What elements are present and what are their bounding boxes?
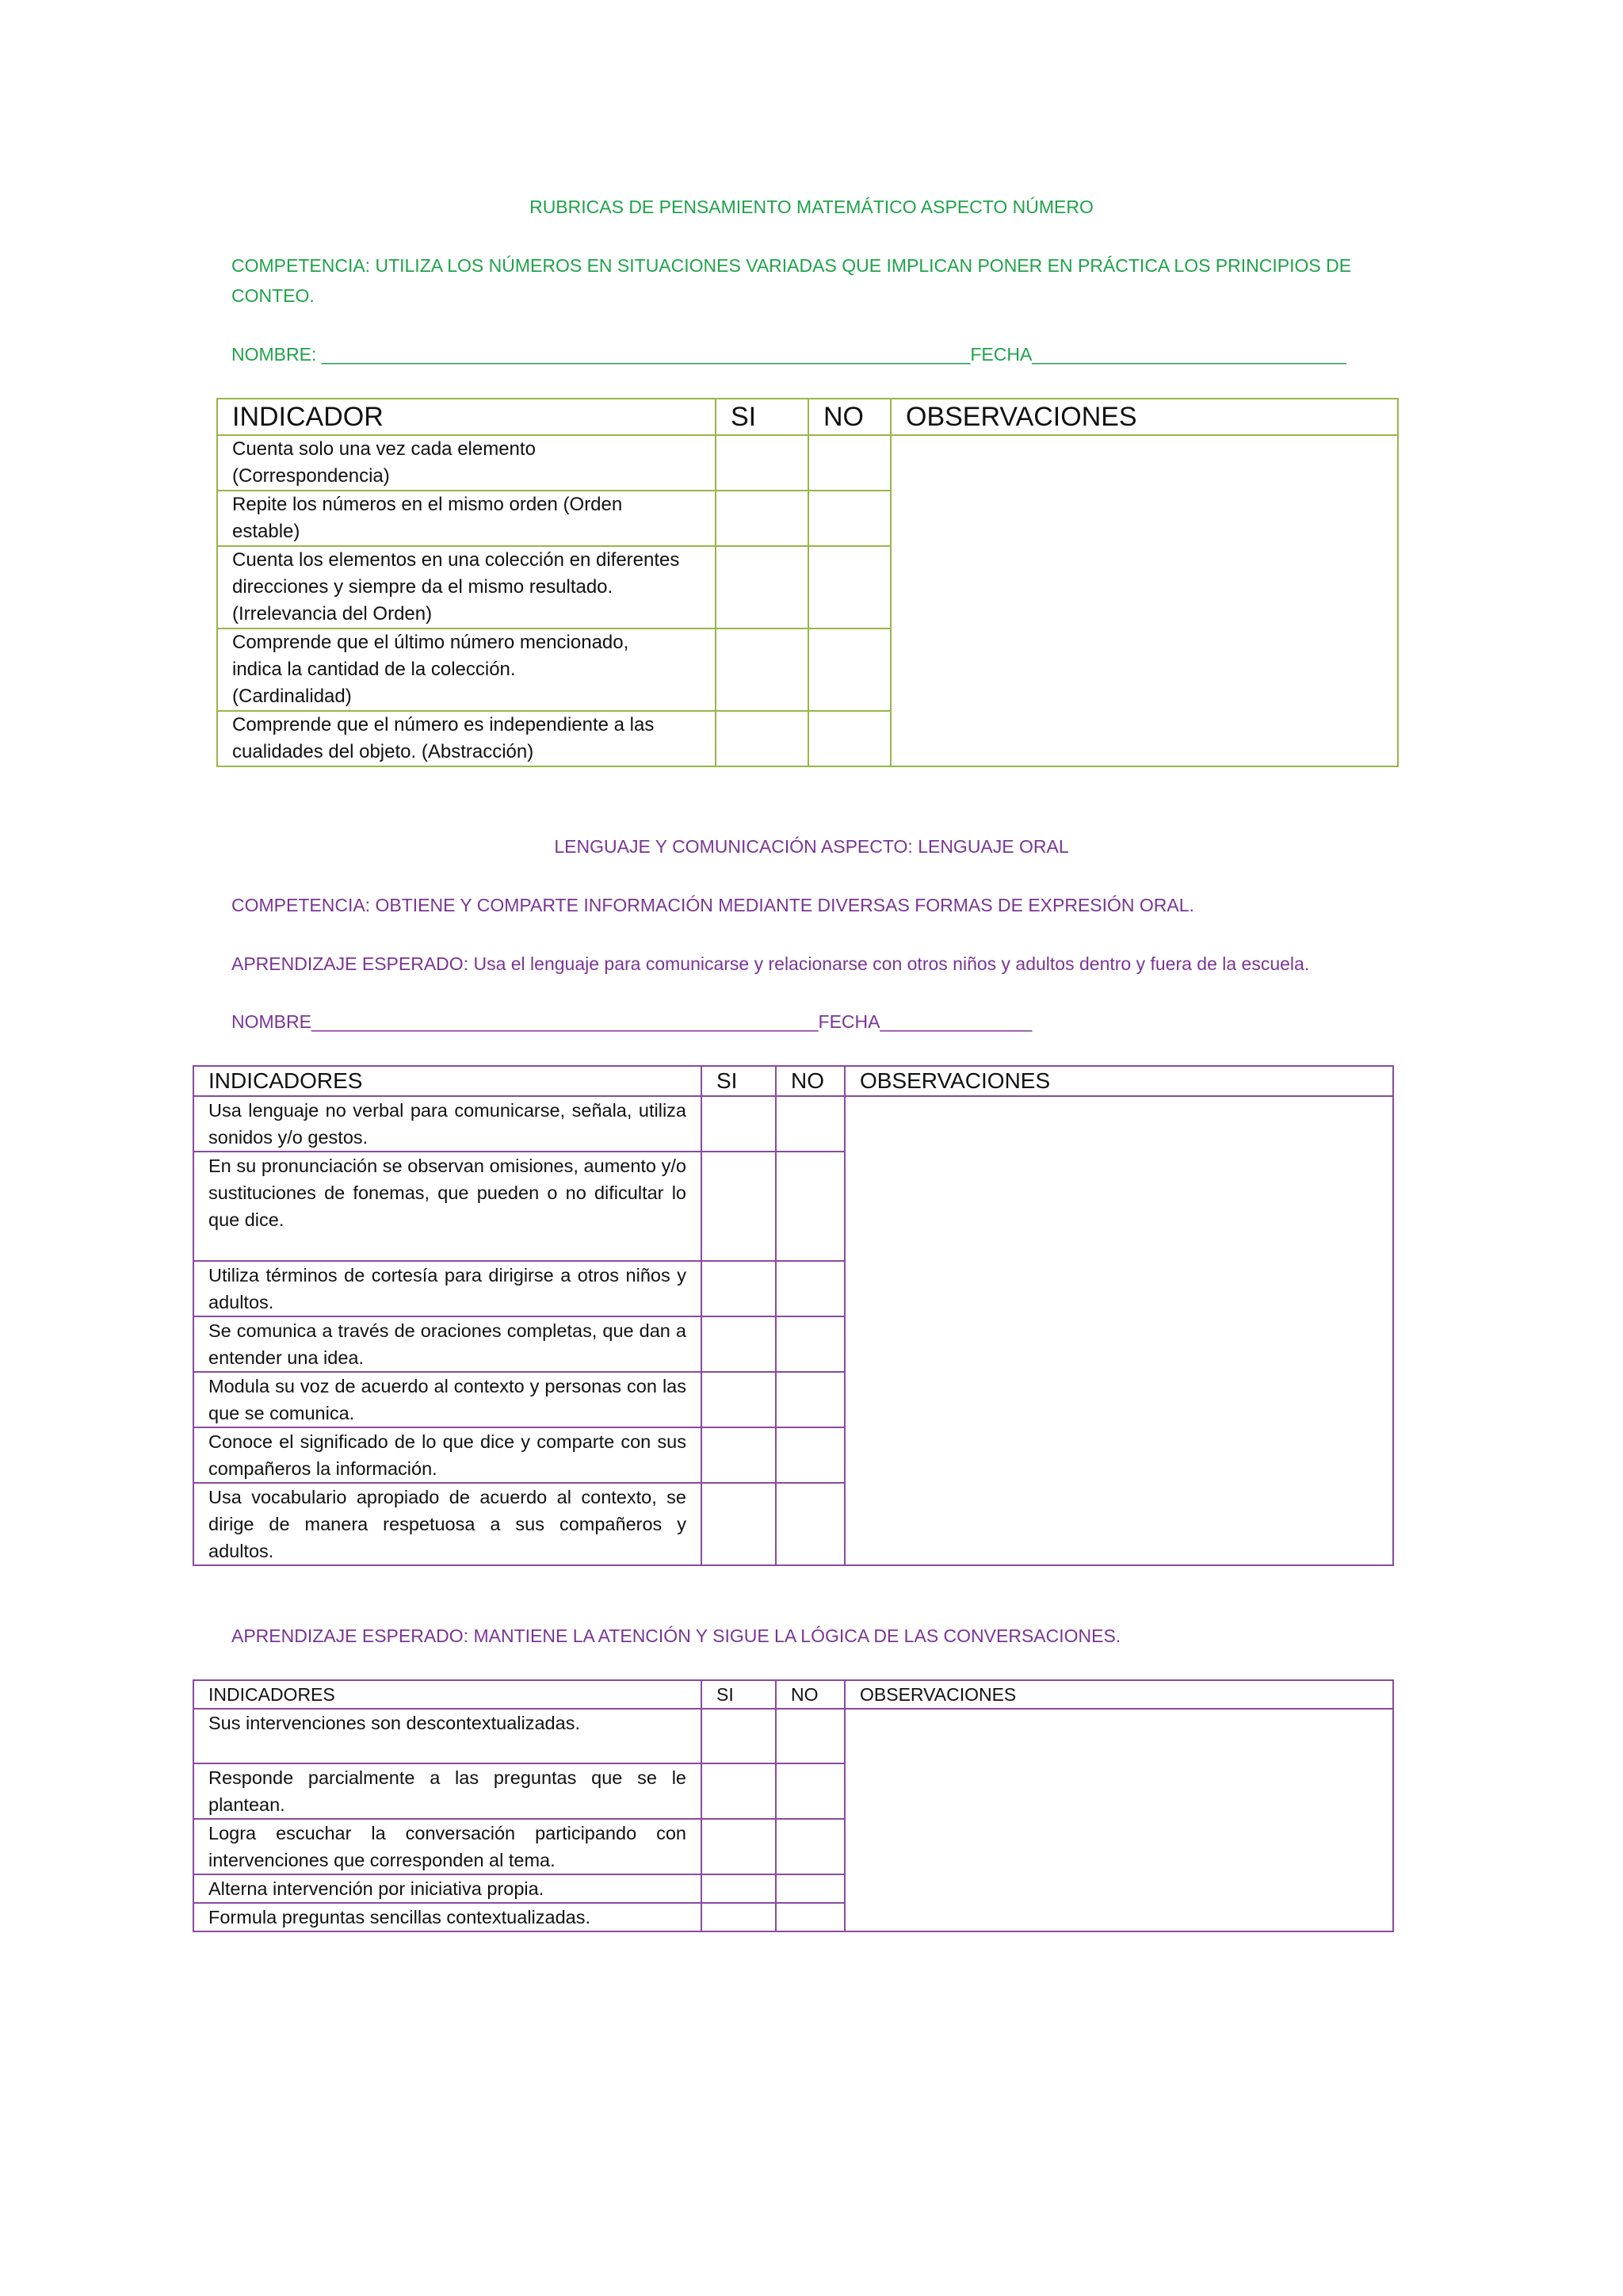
indicator-line: Comprende que el número es independiente a las xyxy=(232,714,655,735)
si-checkbox-cell[interactable] xyxy=(701,1316,776,1372)
indicator-cell xyxy=(217,435,716,491)
indicator-line: (Cardinalidad) xyxy=(232,686,352,707)
si-checkbox-cell[interactable] xyxy=(701,1096,776,1152)
header-indicador: INDICADOR xyxy=(217,399,716,435)
section3-aprendizaje: APRENDIZAJE ESPERADO: MANTIENE LA ATENCIÓN Y SIGUE LA LÓGICA DE LAS CONVERSACIONES. xyxy=(231,1626,1121,1646)
si-checkbox-cell[interactable] xyxy=(701,1427,776,1483)
indicator-line: Comprende que el último número mencionado, xyxy=(232,632,629,653)
table-row xyxy=(217,435,1398,491)
si-checkbox-cell[interactable] xyxy=(701,1709,776,1763)
no-checkbox-cell[interactable] xyxy=(776,1763,845,1819)
rubric-table-numero xyxy=(216,398,1399,767)
si-checkbox-cell[interactable] xyxy=(701,1903,776,1931)
no-checkbox-cell[interactable] xyxy=(808,711,891,766)
rubric-table-atencion xyxy=(193,1679,1394,1932)
section1-nombre-fecha: NOMBRE: ________________________________________________________________FECHA_______________________________ xyxy=(231,344,1346,365)
observaciones-field[interactable] xyxy=(891,435,1398,766)
section1-competencia-line1: COMPETENCIA: UTILIZA LOS NÚMEROS EN SITUACIONES VARIADAS QUE IMPLICAN PONER EN PRÁCTICA LOS PRINCIPIOS DE xyxy=(231,255,1352,276)
si-checkbox-cell[interactable] xyxy=(716,628,808,711)
si-checkbox-cell[interactable] xyxy=(701,1372,776,1427)
indicator-cell: Logra escuchar la conversación participando con intervenciones que corresponden al tema. xyxy=(193,1819,701,1874)
header-indicadores: INDICADORES xyxy=(193,1680,701,1709)
indicator-cell: Formula preguntas sencillas contextualizadas. xyxy=(193,1903,701,1931)
indicator-cell xyxy=(217,711,716,766)
section1-title: RUBRICAS DE PENSAMIENTO MATEMÁTICO ASPECTO NÚMERO xyxy=(529,197,1094,217)
no-checkbox-cell[interactable] xyxy=(808,546,891,628)
indicator-cell: Modula su voz de acuerdo al contexto y personas con las que se comunica. xyxy=(193,1372,701,1427)
section2-competencia: COMPETENCIA: OBTIENE Y COMPARTE INFORMACIÓN MEDIANTE DIVERSAS FORMAS DE EXPRESIÓN ORAL. xyxy=(231,895,1194,915)
observaciones-field[interactable] xyxy=(845,1096,1393,1565)
indicator-line: cualidades del objeto. (Abstracción) xyxy=(232,741,534,762)
indicator-cell: Usa vocabulario apropiado de acuerdo al contexto, se dirige de manera respetuosa a sus compañeros y adultos. xyxy=(193,1483,701,1565)
table-row xyxy=(193,1096,1393,1152)
indicator-line: direcciones y siempre da el mismo resultado. xyxy=(232,576,613,598)
no-checkbox-cell[interactable] xyxy=(776,1316,845,1372)
no-checkbox-cell[interactable] xyxy=(776,1874,845,1903)
header-observaciones: OBSERVACIONES xyxy=(845,1680,1393,1709)
no-checkbox-cell[interactable] xyxy=(808,435,891,491)
si-checkbox-cell[interactable] xyxy=(701,1483,776,1565)
si-checkbox-cell[interactable] xyxy=(716,546,808,628)
no-checkbox-cell[interactable] xyxy=(776,1819,845,1874)
indicator-cell xyxy=(217,546,716,628)
header-si: SI xyxy=(716,399,808,435)
indicator-cell: Sus intervenciones son descontextualizadas. xyxy=(193,1709,701,1763)
indicator-cell: Alterna intervención por iniciativa propia. xyxy=(193,1874,701,1903)
section2-nombre-fecha: NOMBRE__________________________________________________FECHA_______________ xyxy=(231,1011,1033,1032)
header-si: SI xyxy=(701,1066,776,1096)
header-observaciones: OBSERVACIONES xyxy=(891,399,1398,435)
header-no: NO xyxy=(808,399,891,435)
si-checkbox-cell[interactable] xyxy=(701,1152,776,1261)
no-checkbox-cell[interactable] xyxy=(776,1903,845,1931)
indicator-line: Cuenta los elementos en una colección en diferentes xyxy=(232,549,680,571)
si-checkbox-cell[interactable] xyxy=(701,1261,776,1316)
observaciones-field[interactable] xyxy=(845,1709,1393,1931)
indicator-line: Repite los números en el mismo orden (Orden xyxy=(232,494,623,515)
no-checkbox-cell[interactable] xyxy=(776,1372,845,1427)
indicator-line: (Irrelevancia del Orden) xyxy=(232,603,433,625)
header-si: SI xyxy=(701,1680,776,1709)
indicator-line: (Correspondencia) xyxy=(232,465,390,487)
indicator-cell: Se comunica a través de oraciones completas, que dan a entender una idea. xyxy=(193,1316,701,1372)
header-observaciones: OBSERVACIONES xyxy=(845,1066,1393,1096)
si-checkbox-cell[interactable] xyxy=(716,491,808,546)
no-checkbox-cell[interactable] xyxy=(776,1427,845,1483)
no-checkbox-cell[interactable] xyxy=(776,1096,845,1152)
no-checkbox-cell[interactable] xyxy=(776,1483,845,1565)
si-checkbox-cell[interactable] xyxy=(701,1819,776,1874)
si-checkbox-cell[interactable] xyxy=(716,435,808,491)
indicator-line: indica la cantidad de la colección. xyxy=(232,659,516,680)
header-indicadores: INDICADORES xyxy=(193,1066,701,1096)
header-no: NO xyxy=(776,1066,845,1096)
rubric-table-lenguaje-oral xyxy=(193,1065,1394,1566)
indicator-line: estable) xyxy=(232,521,300,542)
indicator-cell: Conoce el significado de lo que dice y comparte con sus compañeros la información. xyxy=(193,1427,701,1483)
header-no: NO xyxy=(776,1680,845,1709)
indicator-cell: Utiliza términos de cortesía para dirigirse a otros niños y adultos. xyxy=(193,1261,701,1316)
section2-aprendizaje: APRENDIZAJE ESPERADO: Usa el lenguaje para comunicarse y relacionarse con otros niños y adultos dentro y fuera de la escuela. xyxy=(231,953,1310,974)
section1-competencia-line2: CONTEO. xyxy=(231,285,315,306)
no-checkbox-cell[interactable] xyxy=(808,491,891,546)
si-checkbox-cell[interactable] xyxy=(701,1763,776,1819)
indicator-cell xyxy=(217,491,716,546)
no-checkbox-cell[interactable] xyxy=(776,1152,845,1261)
indicator-line: Cuenta solo una vez cada elemento xyxy=(232,438,536,460)
no-checkbox-cell[interactable] xyxy=(808,628,891,711)
indicator-cell: Usa lenguaje no verbal para comunicarse, señala, utiliza sonidos y/o gestos. xyxy=(193,1096,701,1152)
indicator-cell xyxy=(217,628,716,711)
indicator-cell: Responde parcialmente a las preguntas que se le plantean. xyxy=(193,1763,701,1819)
table-row xyxy=(193,1709,1393,1763)
si-checkbox-cell[interactable] xyxy=(701,1874,776,1903)
no-checkbox-cell[interactable] xyxy=(776,1709,845,1763)
section2-title: LENGUAJE Y COMUNICACIÓN ASPECTO: LENGUAJE ORAL xyxy=(554,836,1069,857)
no-checkbox-cell[interactable] xyxy=(776,1261,845,1316)
si-checkbox-cell[interactable] xyxy=(716,711,808,766)
indicator-cell: En su pronunciación se observan omisiones, aumento y/o sustituciones de fonemas, que pueden o no dificultar lo que dice. xyxy=(193,1152,701,1261)
